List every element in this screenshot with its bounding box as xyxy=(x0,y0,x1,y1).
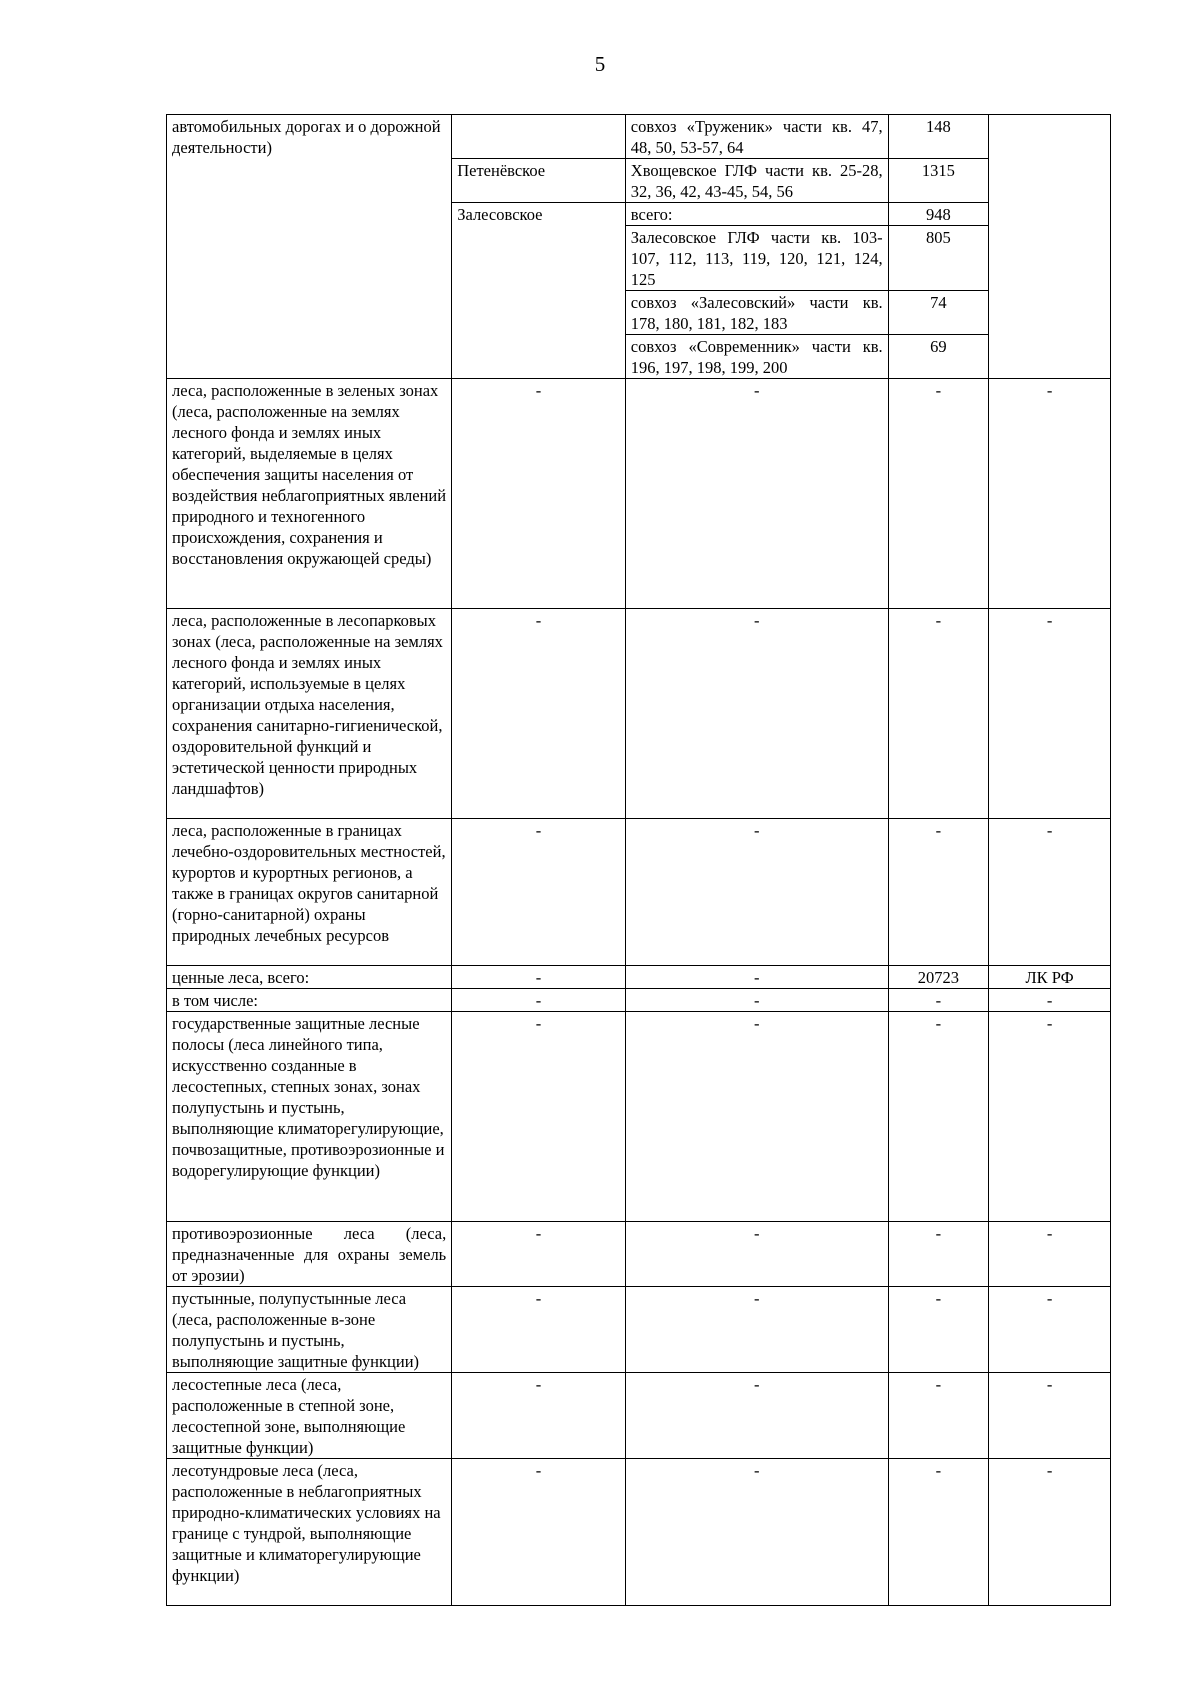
district-cell: Петенёвское xyxy=(452,159,626,203)
category-cell: противоэрозионные леса (леса, предназначенные для охраны земель от эрозии) xyxy=(167,1222,452,1287)
area-cell: 74 xyxy=(888,291,988,335)
district-cell: - xyxy=(452,1012,626,1222)
area-cell: - xyxy=(888,379,988,609)
table-row xyxy=(167,966,1111,989)
area-cell: 948 xyxy=(888,203,988,226)
table-row xyxy=(167,989,1111,1012)
district-cell: Залесовское xyxy=(452,203,626,379)
category-cell: леса, расположенные в зеленых зонах (леса, расположенные на землях лесного фонда и землях иных категорий, выделяемые в целях обеспечения защиты населения от воздействия неблагоприятных явлений природного и техногенного происхождения, сохранения и восстановления окружающей среды) xyxy=(167,379,452,609)
category-cell: ценные леса, всего: xyxy=(167,966,452,989)
district-cell: - xyxy=(452,1459,626,1606)
page-number: 5 xyxy=(594,52,606,76)
quarters-cell: совхоз «Труженик» части кв. 47, 48, 50, 53-57, 64 xyxy=(625,115,888,159)
basis-cell: - xyxy=(989,819,1111,966)
category-cell: лесостепные леса (леса, расположенные в степной зоне, лесостепной зоне, выполняющие защитные функции) xyxy=(167,1373,452,1459)
district-cell: - xyxy=(452,819,626,966)
basis-cell: - xyxy=(989,379,1111,609)
district-cell: - xyxy=(452,989,626,1012)
area-cell: - xyxy=(888,1373,988,1459)
category-cell: леса, расположенные в лесопарковых зонах (леса, расположенные на землях лесного фонда и землях иных категорий, используемые в целях организации отдыха населения, сохранения санитарно-гигиенической, оздоровительной функций и эстетической ценности природных ландшафтов) xyxy=(167,609,452,819)
quarters-cell: - xyxy=(625,609,888,819)
area-cell: - xyxy=(888,1459,988,1606)
quarters-cell: - xyxy=(625,966,888,989)
category-cell: в том числе: xyxy=(167,989,452,1012)
category-cell: автомобильных дорогах и о дорожной деятельности) xyxy=(167,115,452,379)
basis-cell xyxy=(989,115,1111,379)
quarters-cell: Залесовское ГЛФ части кв. 103-107, 112, 113, 119, 120, 121, 124, 125 xyxy=(625,226,888,291)
table-row xyxy=(167,819,1111,966)
table-row xyxy=(167,1222,1111,1287)
area-cell: 805 xyxy=(888,226,988,291)
quarters-cell: - xyxy=(625,1012,888,1222)
district-cell: - xyxy=(452,1287,626,1373)
district-cell: - xyxy=(452,966,626,989)
quarters-cell: - xyxy=(625,989,888,1012)
quarters-cell: всего: xyxy=(625,203,888,226)
table-row xyxy=(167,1373,1111,1459)
table-row xyxy=(167,1459,1111,1606)
basis-cell: - xyxy=(989,1459,1111,1606)
area-cell: - xyxy=(888,1287,988,1373)
table-row xyxy=(167,115,1111,159)
quarters-cell: - xyxy=(625,1459,888,1606)
district-cell xyxy=(452,115,626,159)
area-cell: - xyxy=(888,1222,988,1287)
district-cell: - xyxy=(452,1222,626,1287)
quarters-cell: совхоз «Залесовский» части кв. 178, 180, 181, 182, 183 xyxy=(625,291,888,335)
table-row xyxy=(167,1012,1111,1222)
area-cell: 148 xyxy=(888,115,988,159)
basis-cell: - xyxy=(989,1287,1111,1373)
category-cell: леса, расположенные в границах лечебно-оздоровительных местностей, курортов и курортных регионов, а также в границах округов санитарной (горно-санитарной) охраны природных лечебных ресурсов xyxy=(167,819,452,966)
protective-forests-table xyxy=(166,114,1111,1606)
quarters-cell: Хвощевское ГЛФ части кв. 25-28, 32, 36, 42, 43-45, 54, 56 xyxy=(625,159,888,203)
quarters-cell: - xyxy=(625,819,888,966)
basis-cell: - xyxy=(989,1222,1111,1287)
district-cell: - xyxy=(452,1373,626,1459)
category-cell: государственные защитные лесные полосы (леса линейного типа, искусственно созданные в лесостепных, степных зонах, зонах полупустынь и пустынь, выполняющие климаторегулирующие, почвозащитные, противоэрозионные и водорегулирующие функции) xyxy=(167,1012,452,1222)
area-cell: - xyxy=(888,609,988,819)
area-cell: 1315 xyxy=(888,159,988,203)
quarters-cell: совхоз «Современник» части кв. 196, 197, 198, 199, 200 xyxy=(625,335,888,379)
district-cell: - xyxy=(452,379,626,609)
table-row xyxy=(167,1287,1111,1373)
quarters-cell: - xyxy=(625,1373,888,1459)
basis-cell: - xyxy=(989,989,1111,1012)
area-cell: - xyxy=(888,819,988,966)
district-cell: - xyxy=(452,609,626,819)
table-row xyxy=(167,609,1111,819)
basis-cell: - xyxy=(989,1373,1111,1459)
basis-cell: ЛК РФ xyxy=(989,966,1111,989)
basis-cell: - xyxy=(989,609,1111,819)
quarters-cell: - xyxy=(625,379,888,609)
category-cell: лесотундровые леса (леса, расположенные в неблагоприятных природно-климатических условиях на границе с тундрой, выполняющие защитные и климаторегулирующие функции) xyxy=(167,1459,452,1606)
quarters-cell: - xyxy=(625,1287,888,1373)
table-row xyxy=(167,379,1111,609)
category-cell: пустынные, полупустынные леса (леса, расположенные в-зоне полупустынь и пустынь, выполняющие защитные функции) xyxy=(167,1287,452,1373)
area-cell: 69 xyxy=(888,335,988,379)
basis-cell: - xyxy=(989,1012,1111,1222)
area-cell: - xyxy=(888,989,988,1012)
quarters-cell: - xyxy=(625,1222,888,1287)
area-cell: - xyxy=(888,1012,988,1222)
area-cell: 20723 xyxy=(888,966,988,989)
